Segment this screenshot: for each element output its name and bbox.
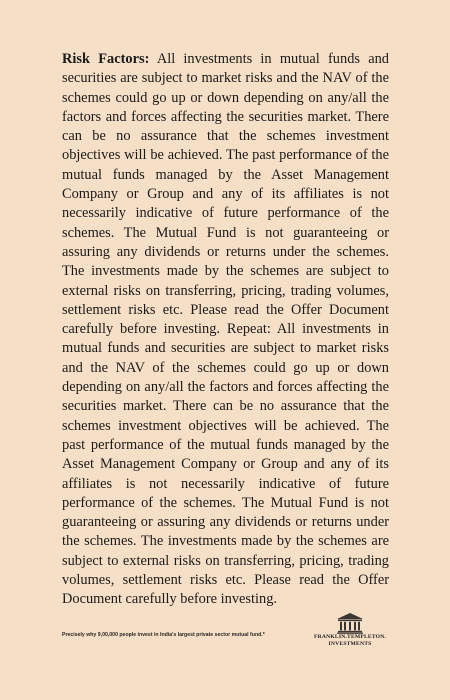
disclaimer-text-repeat: All investments in mutual funds and securities are subject to market risks and the NAV of the schemes could go up or down depending on any/all the factors and forces affecting the securities market. There can be no assurance that the schemes investment objectives will be achieved. The past performance of the mutual funds managed by the Asset Management Company or Group and any of its affiliates is not necessarily indicative of future performance of the schemes. The Mutual Fund is not guaranteeing or assuring any dividends or returns under the schemes. The investments made by the schemes are subject to external risks on transferring, pricing, trading volumes, settlement risks etc. Please read the Offer Document carefully before investing. (62, 321, 389, 608)
temple-columns-icon (335, 612, 365, 634)
risk-factors-disclaimer (62, 50, 389, 610)
footer-tagline: Precisely why 9,00,000 people invest in India's largest private sector mutual fund.* (62, 632, 265, 638)
brand-subtitle: INVESTMENTS (328, 641, 372, 647)
franklin-templeton-logo (314, 612, 386, 648)
disclaimer-text: All investments in mutual funds and securities are subject to market risks and the NAV of the schemes could go up or down depending on any/all the factors and forces affecting the securities market. There can be no assurance that the schemes investment objectives will be achieved. The past performance of the mutual funds managed by the Asset Management Company or Group and any of its affiliates is not necessarily indicative of future performance of the schemes. The Mutual Fund is not guaranteeing or assuring any dividends or returns under the schemes. The investments made by the schemes are subject to external risks on transferring, pricing, trading volumes, settlement risks etc. Please read the Offer Document carefully before investing. (62, 51, 390, 338)
repeat-label: Repeat: (226, 321, 271, 338)
disclaimer-paragraph (62, 50, 389, 610)
risk-factors-heading: Risk Factors: (62, 51, 150, 67)
brand-name: FRANKLIN.TEMPLETON. (314, 634, 387, 640)
